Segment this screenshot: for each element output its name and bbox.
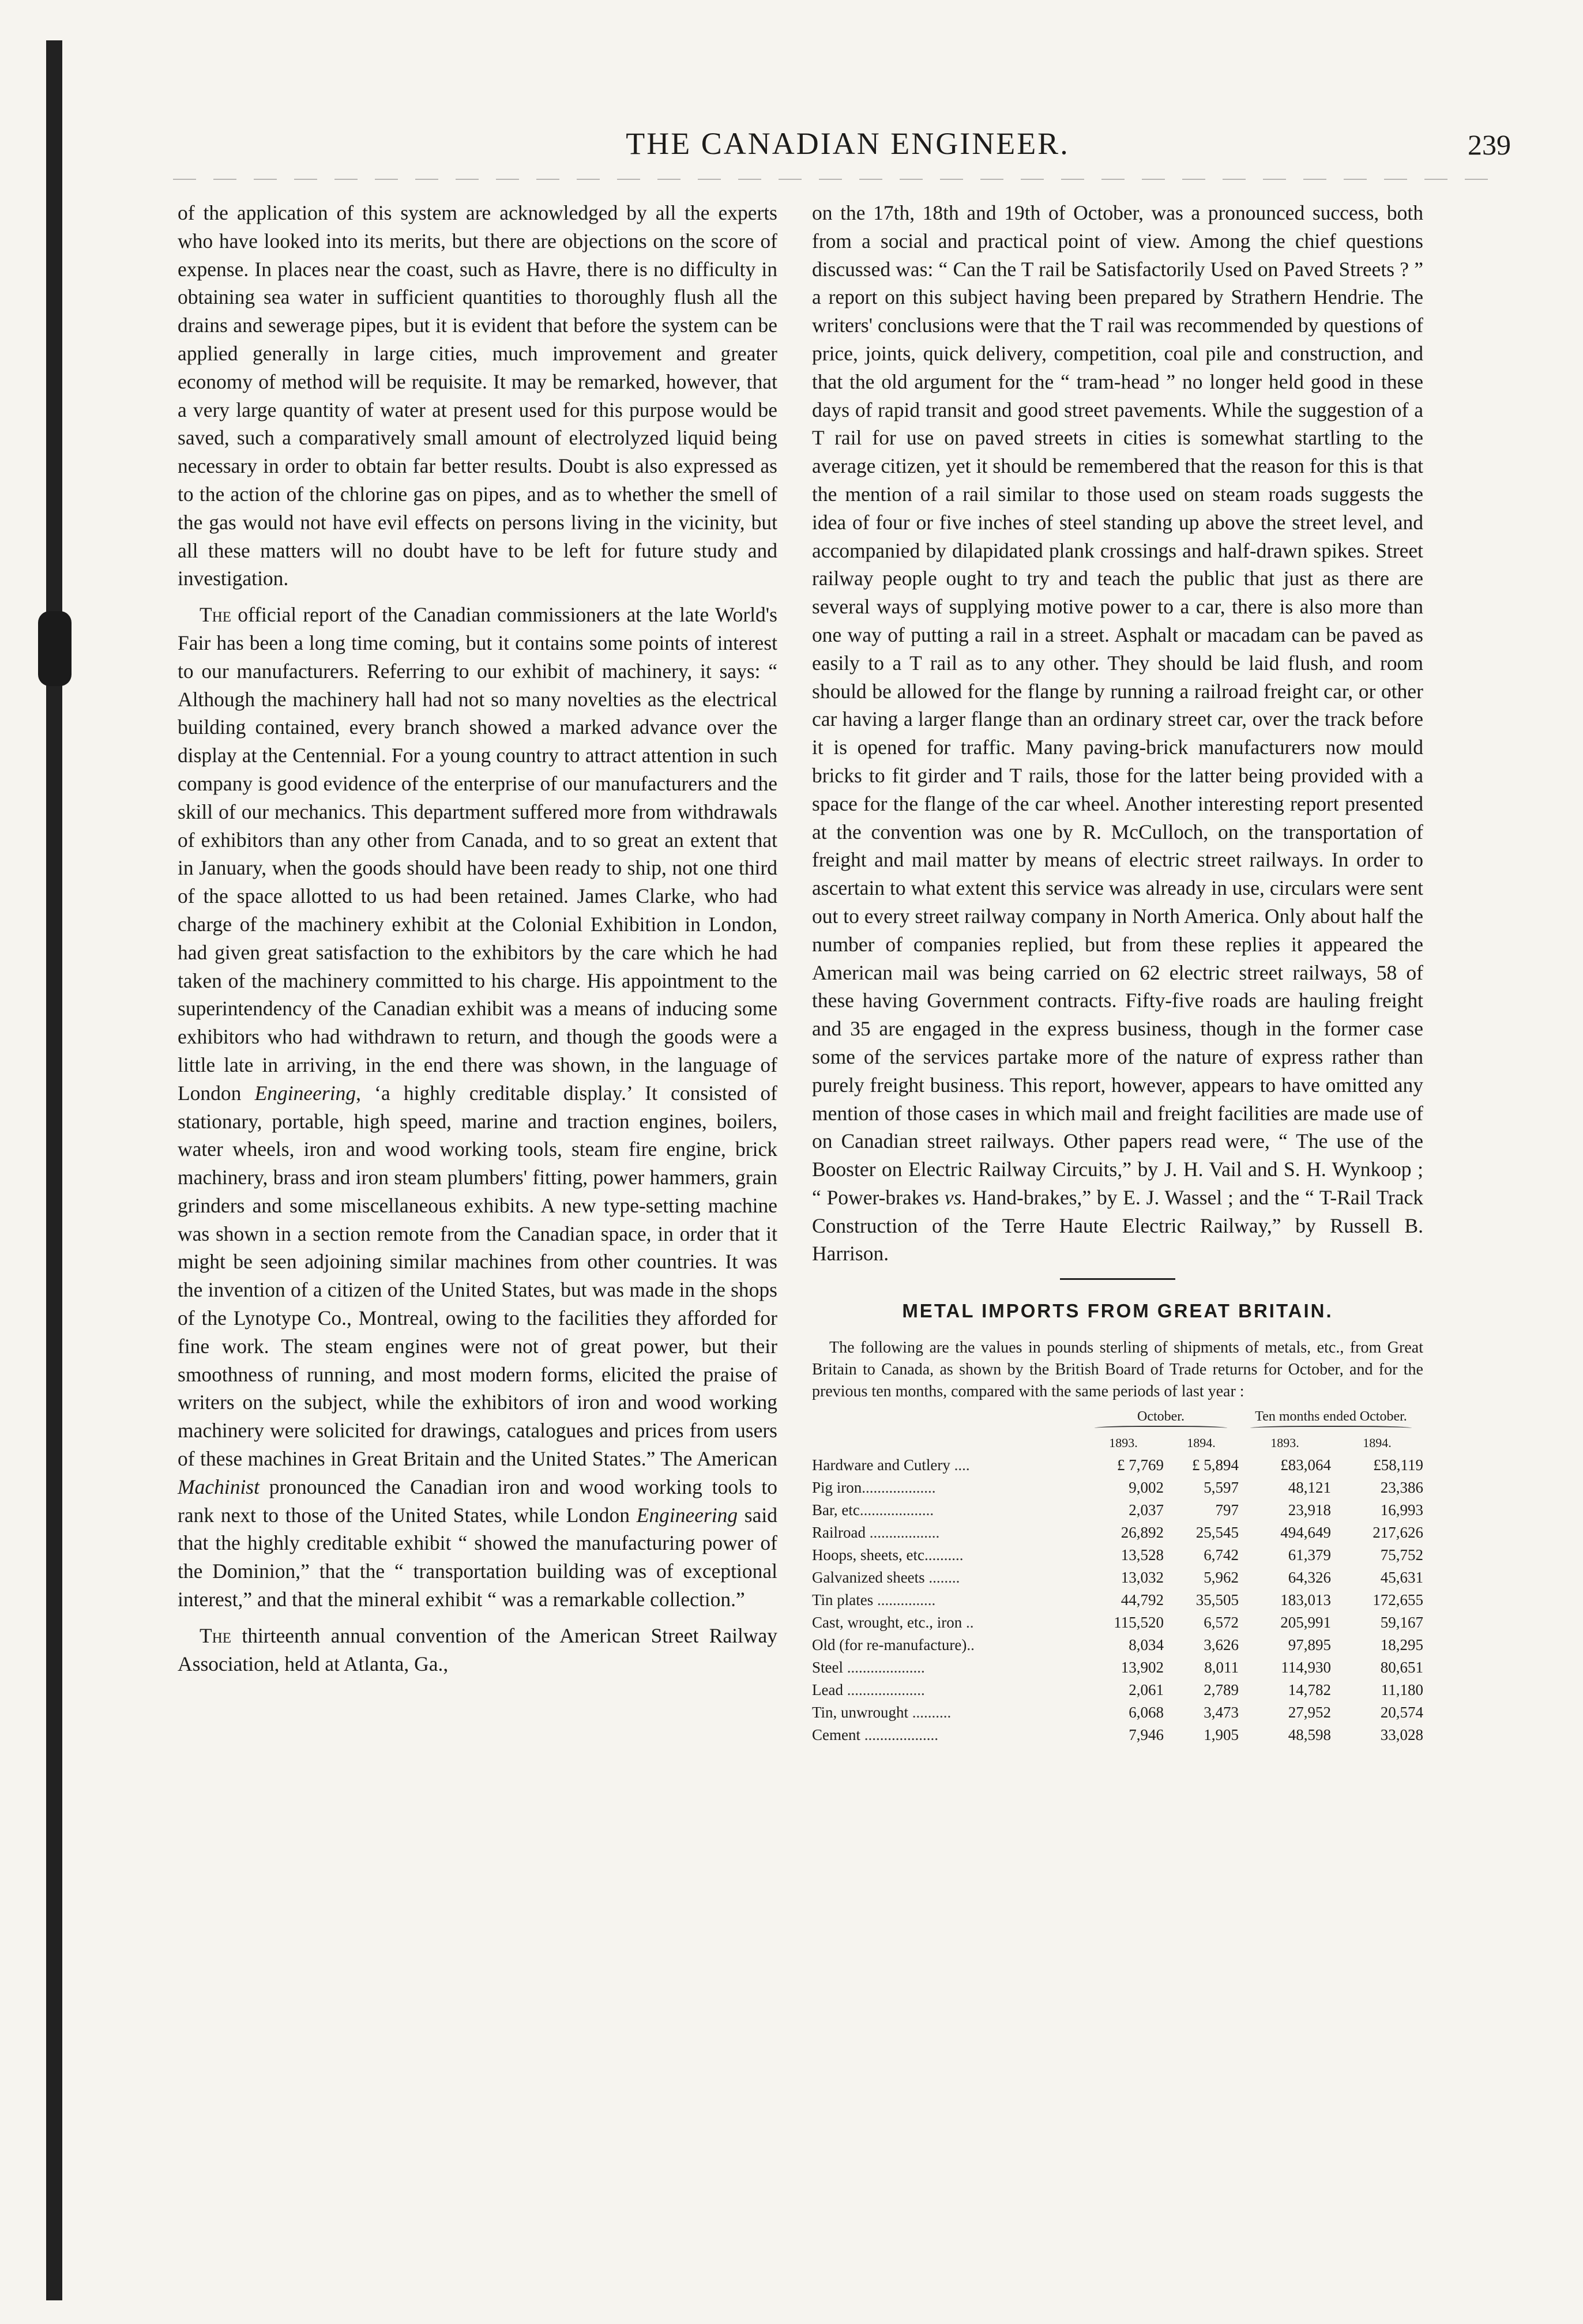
ten-months-1893-cell: 48,121 — [1288, 1479, 1331, 1497]
page-header — [173, 126, 1522, 166]
dot-leader: .. — [962, 1614, 974, 1632]
dot-leader: ................... — [862, 1479, 936, 1497]
item-cell — [812, 1499, 1083, 1521]
oct-1893-cell: 13,528 — [1120, 1546, 1164, 1564]
italic-title: Machinist — [178, 1475, 260, 1498]
table-row — [812, 1499, 1423, 1521]
item-cell — [812, 1634, 1083, 1656]
ten-months-1893-cell: 27,952 — [1288, 1704, 1331, 1722]
table-year-header-row — [812, 1432, 1423, 1454]
item-cell — [812, 1701, 1083, 1724]
year-header: 1893. — [1109, 1436, 1138, 1451]
oct-1893-cell: 9,002 — [1129, 1479, 1164, 1497]
group-header-october — [1083, 1408, 1239, 1432]
item-cell — [812, 1454, 1083, 1476]
table-row — [812, 1521, 1423, 1544]
oct-1894-cell: 1,905 — [1204, 1726, 1239, 1744]
ten-months-1893-cell: 183,013 — [1280, 1591, 1331, 1609]
paragraph-chlorine-system — [178, 199, 777, 593]
section-heading: METAL IMPORTS FROM GREAT BRITAIN. — [902, 1300, 1333, 1322]
ten-months-1893-cell: £83,064 — [1280, 1456, 1331, 1474]
group-header-ten-months — [1239, 1408, 1423, 1432]
item-cell — [812, 1521, 1083, 1544]
oct-1893-cell: 26,892 — [1120, 1524, 1164, 1542]
item-cell — [812, 1611, 1083, 1634]
item-label: Lead — [812, 1681, 843, 1699]
dot-leader: .. — [967, 1636, 975, 1654]
item-cell — [812, 1656, 1083, 1679]
oct-1894-cell: 5,597 — [1204, 1479, 1239, 1497]
ten-months-1893-cell: 48,598 — [1288, 1726, 1331, 1744]
ten-months-1893-cell: 205,991 — [1280, 1614, 1331, 1632]
paragraph-lead-word: The — [200, 1624, 232, 1647]
oct-1893-cell: 115,520 — [1114, 1614, 1164, 1632]
oct-1893-cell: 13,032 — [1120, 1569, 1164, 1587]
ten-months-1894-cell: 59,167 — [1380, 1614, 1423, 1632]
oct-1893-cell: 44,792 — [1120, 1591, 1164, 1609]
item-label: Cement — [812, 1726, 860, 1744]
dot-leader: .......... — [924, 1546, 964, 1564]
item-cell — [812, 1589, 1083, 1611]
ten-months-1893-cell: 23,918 — [1288, 1501, 1331, 1519]
binding-strip — [46, 40, 62, 2300]
item-label: Tin, unwrought — [812, 1704, 909, 1722]
item-label: Cast, wrought, etc., iron — [812, 1614, 962, 1632]
oct-1893-cell: £ 7,769 — [1117, 1456, 1164, 1474]
ten-months-1894-cell: 11,180 — [1381, 1681, 1423, 1699]
paragraph-text: pronounced the Canadian iron and wood working tools to rank next to those of the United States, while London — [178, 1475, 777, 1527]
dot-leader: .................. — [865, 1524, 940, 1542]
table-row — [812, 1656, 1423, 1679]
oct-1894-cell: 3,626 — [1204, 1636, 1239, 1654]
ten-months-1893-cell: 64,326 — [1288, 1569, 1331, 1587]
table-row — [812, 1724, 1423, 1746]
dot-leader: .................... — [843, 1681, 925, 1699]
italic-word: vs. — [944, 1185, 967, 1209]
oct-1894-cell: 6,742 — [1204, 1546, 1239, 1564]
item-label: Hardware and Cutlery — [812, 1456, 950, 1474]
oct-1893-cell: 7,946 — [1129, 1726, 1164, 1744]
oct-1894-cell: 3,473 — [1204, 1704, 1239, 1722]
item-label: Hoops, sheets, etc — [812, 1546, 924, 1564]
table-body — [812, 1454, 1423, 1746]
oct-1894-cell: 25,545 — [1195, 1524, 1239, 1542]
ten-months-1893-cell: 494,649 — [1280, 1524, 1331, 1542]
table-row — [812, 1634, 1423, 1656]
oct-1894-cell: 8,011 — [1204, 1659, 1239, 1677]
item-label: Old (for re-manufacture) — [812, 1636, 967, 1654]
paragraph-text: Hand-brakes,” by E. J. Wassel ; and the “ T-Rail Track Construction of the Terre Haute Electric Railway,” by Russell B. Harrison. — [812, 1185, 1424, 1265]
group-label: October. — [1137, 1409, 1185, 1425]
ten-months-1894-cell: 45,631 — [1380, 1569, 1423, 1587]
ten-months-1894-cell: 80,651 — [1380, 1659, 1423, 1677]
paragraph-text: said that the highly creditable exhibit “ showed the manufacturing power of the Dominion,” that the “ transportation building was of exceptional interest,” and that the mineral exhibit “ was a remarkable collection.” — [178, 1503, 777, 1611]
item-label: Galvanized sheets — [812, 1569, 925, 1587]
year-header: 1894. — [1187, 1436, 1216, 1451]
item-cell — [812, 1566, 1083, 1589]
paragraph-text: thirteenth annual convention of the American Street Railway Association, held at Atlanta, Ga., — [178, 1624, 777, 1675]
table-row — [812, 1476, 1423, 1499]
ten-months-1893-cell: 114,930 — [1281, 1659, 1331, 1677]
item-label: Pig iron — [812, 1479, 862, 1497]
item-cell — [812, 1679, 1083, 1701]
paragraph-text: , ‘a highly creditable display.’ It consisted of stationary, portable, high speed, marine and traction engines, boilers, water wheels, iron and wood working tools, steam fire engine, brick machinery, brass and iron steam plumbers' fitting, power hammers, grain grinders and some miscellaneous exhibits. A new type-setting machine was shown in a section remote from the Canadian space, in order that it might be seen adjoining similar machines from other countries. It was the invention of a citizen of the United States, but was made in the shops of the Lynotype Co., Montreal, owing to the facilities they afforded for fine work. The steam engines were not of great power, but their smoothness of running, and most modern forms, elicited the praise of writers on the subject, while the exhibitors of iron and wood working machinery were solicited for drawings, catalogues and prices from users of these machines in Great Britain and the United States.” The American — [178, 1081, 777, 1471]
dot-leader: .... — [950, 1456, 970, 1474]
ten-months-1893-cell: 14,782 — [1288, 1681, 1331, 1699]
ten-months-1894-cell: 18,295 — [1380, 1636, 1423, 1654]
dot-leader: ................... — [860, 1726, 938, 1744]
table-row — [812, 1566, 1423, 1589]
dot-leader: ............... — [873, 1591, 936, 1609]
dot-leader: .......... — [908, 1704, 952, 1722]
year-header: 1893. — [1270, 1436, 1299, 1451]
italic-title: Engineering — [636, 1503, 738, 1527]
right-column — [812, 199, 1423, 1746]
paragraph-convention — [178, 1622, 777, 1678]
ten-months-1894-cell: 20,574 — [1380, 1704, 1423, 1722]
ten-months-1893-cell: 97,895 — [1288, 1636, 1331, 1654]
item-label: Railroad — [812, 1524, 866, 1542]
paragraph-text: of the application of this system are acknowledged by all the experts who have looked into its merits, but there are objections on the score of expense. In places near the coast, such as Havre, there is no difficulty in obtaining sea water in sufficient quantities to thoroughly flush all the drains and sewerage pipes, but it is evident that before the system can be applied generally in large cities, much improvement and greater economy of method will be requisite. It may be remarked, however, that a very large quantity of water at present used for this purpose would be saved, such a comparatively small amount of electrolyzed liquid being necessary in order to obtain far better results. Doubt is also expressed as to the action of the chlorine gas on pipes, and as to whether the smell of the gas would not have evil effects on persons living in the vicinity, but all these matters will no doubt have to be left for future study and investigation. — [178, 201, 777, 590]
oct-1893-cell: 6,068 — [1129, 1704, 1164, 1722]
ten-months-1894-cell: 172,655 — [1373, 1591, 1423, 1609]
page-number: 239 — [1468, 129, 1511, 161]
header-rule — [173, 179, 1499, 180]
oct-1893-cell: 2,037 — [1129, 1501, 1164, 1519]
ten-months-1894-cell: 75,752 — [1380, 1546, 1423, 1564]
oct-1894-cell: 5,962 — [1204, 1569, 1239, 1587]
table-row — [812, 1589, 1423, 1611]
oct-1894-cell: 2,789 — [1204, 1681, 1239, 1699]
dot-leader: .................... — [843, 1659, 925, 1677]
ten-months-1894-cell: 217,626 — [1373, 1524, 1423, 1542]
oct-1893-cell: 13,902 — [1120, 1659, 1164, 1677]
table-row — [812, 1679, 1423, 1701]
oct-1894-cell: 35,505 — [1195, 1591, 1239, 1609]
paragraph-lead-word: The — [200, 603, 232, 627]
oct-1894-cell: 6,572 — [1204, 1614, 1239, 1632]
table-intro: The following are the values in pounds sterling of shipments of metals, etc., from Great Britain to Canada, as shown by the British Board of Trade returns for October, and for the previous ten months, compared with the same periods of last year : — [812, 1339, 1423, 1401]
item-label: Steel — [812, 1659, 843, 1677]
ten-months-1893-cell: 61,379 — [1288, 1546, 1331, 1564]
oct-1894-cell: £ 5,894 — [1192, 1456, 1239, 1474]
year-header: 1894. — [1363, 1436, 1392, 1451]
table-row — [812, 1701, 1423, 1724]
ten-months-1894-cell: 33,028 — [1380, 1726, 1423, 1744]
italic-title: Engineering — [254, 1081, 356, 1105]
oct-1893-cell: 2,061 — [1129, 1681, 1164, 1699]
item-cell — [812, 1724, 1083, 1746]
item-label: Bar, etc — [812, 1501, 860, 1519]
ten-months-1894-cell: 16,993 — [1380, 1501, 1423, 1519]
paragraph-text: on the 17th, 18th and 19th of October, was a pronounced success, both from a social and practical point of view. Among the chief questions discussed was: “ Can the T rail be Satisfactorily Used on Paved Streets ? ” a report on this subject having been prepared by Strathern Hendrie. The writers' conclusions were that the T rail was recommended by questions of price, joints, quick delivery, competition, coal pile and construction, and that the old argument for the “ tram-head ” no longer held good in these days of rapid transit and good street pavements. While the suggestion of a T rail for use on paved streets in cities is somewhat startling to the average citizen, yet it should be remembered that the reason for this is that the mention of a rail similar to those used on steam roads suggests the idea of four or five inches of steel standing up above the street level, and accompanied by dilapidated plank crossings and half-drawn spikes. Street railway people ought to try and teach the public that just as there are several ways of supplying motive power to a car, there is also more than one way of putting a rail in a street. Asphalt or macadam can be paved as easily to a T rail as to any other. They should be laid flush, and room should be allowed for the flange by running a railroad freight car, or other car having a larger flange than an ordinary street car, over the track before it is opened for traffic. Many paving-brick manufacturers now mould bricks to fit girder and T rails, those for the latter being provided with a space for the flange of the car wheel. Another interesting report presented at the convention was one by R. McCulloch, on the transportation of freight and mail matter by means of electric street railways. In order to ascertain to what extent this service was already in use, circulars were sent out to every street railway company in North America. Only about half the number of companies replied, but from these replies it appeared the American mail was being carried on 62 electric street railways, 58 of these having Government contracts. Fifty-five roads are hauling freight and 35 are engaged in the express business, though in the former case some of the services partake more of the nature of express rather than purely freight business. This report, however, appears to have omitted any mention of those cases in which mail and freight facilities are made use of on Canadian street railways. Other papers read were, “ The use of the Booster on Electric Railway Circuits,” by J. H. Vail and S. H. Wynkoop ; “ Power-brakes — [812, 201, 1423, 1209]
brace — [1250, 1426, 1412, 1432]
item-cell — [812, 1476, 1083, 1499]
ten-months-1894-cell: £58,119 — [1373, 1456, 1423, 1474]
dot-leader: ........ — [924, 1569, 960, 1587]
metal-imports-table — [812, 1408, 1423, 1746]
paragraph-worlds-fair — [178, 601, 777, 1614]
paragraph-text: official report of the Canadian commissioners at the late World's Fair has been a long time coming, but it contains some points of interest to our manufacturers. Referring to our exhibit of machinery, it says: “ Although the machinery hall had not so many novelties as the electrical building contained, every branch showed a marked advance over the display at the Centennial. For a young country to attract attention in such company is good evidence of the enterprise of our manufacturers and the skill of our mechanics. This department suffered more from withdrawals of exhibitors than any other from Canada, and to so great an extent that in January, when the goods should have been ready to ship, not one third of the space allotted to us had been retained. James Clarke, who had charge of the machinery exhibit at the Colonial Exhibition in London, had given great satisfaction to the exhibitors by the care which he had taken of the machinery committed to his charge. His appointment to the superintendency of the Canadian exhibit was a means of inducing some exhibitors who had withdrawn to return, and though the goods were a little late in arriving, in the end there was shown, in the language of London — [178, 603, 777, 1105]
ten-months-1894-cell: 23,386 — [1380, 1479, 1423, 1497]
paragraph-convention-continued — [812, 199, 1423, 1268]
table-row — [812, 1454, 1423, 1476]
table-row — [812, 1611, 1423, 1634]
group-label: Ten months ended October. — [1255, 1409, 1407, 1425]
item-cell — [812, 1544, 1083, 1566]
oct-1893-cell: 8,034 — [1129, 1636, 1164, 1654]
section-divider — [1060, 1278, 1175, 1280]
table-row — [812, 1544, 1423, 1566]
journal-title: THE CANADIAN ENGINEER. — [626, 126, 1070, 161]
oct-1894-cell: 797 — [1215, 1501, 1239, 1519]
item-label: Tin plates — [812, 1591, 874, 1609]
table-group-header-row — [812, 1408, 1423, 1432]
left-column — [178, 199, 777, 1678]
brace — [1095, 1426, 1227, 1432]
dot-leader: ................... — [859, 1501, 934, 1519]
